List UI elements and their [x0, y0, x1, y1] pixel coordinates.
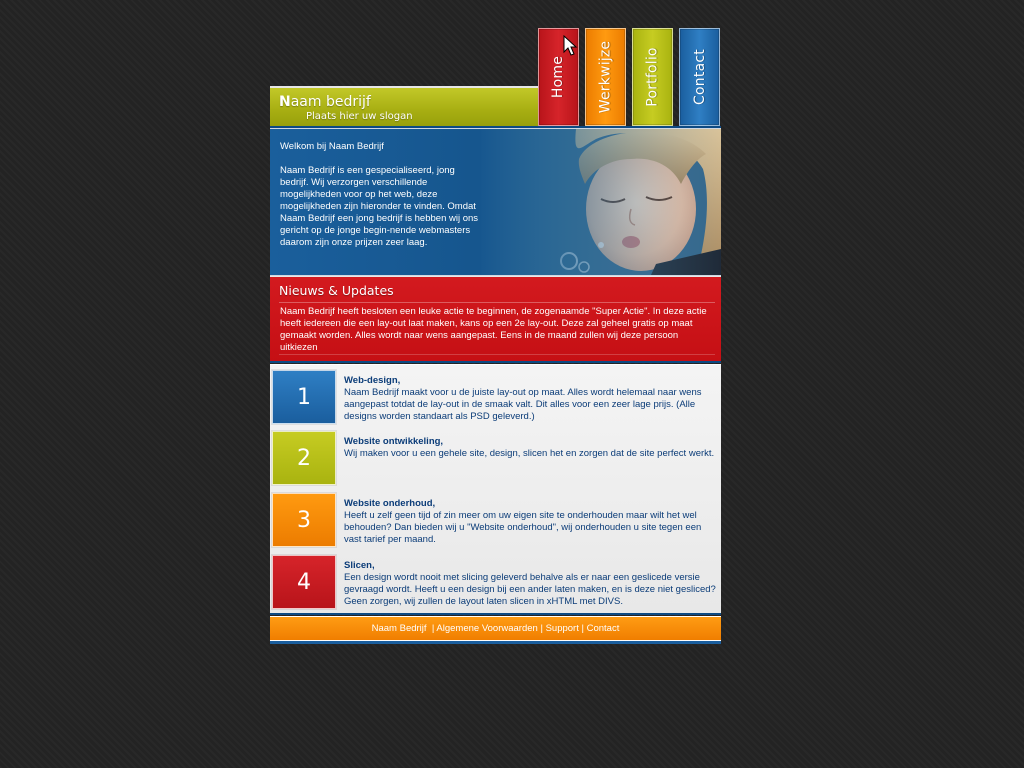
footer-link-contact[interactable]: Contact — [586, 623, 620, 634]
news-divider-bottom — [279, 354, 715, 355]
service-title: Website ontwikkeling, — [344, 436, 444, 447]
service-title: Slicen, — [344, 560, 375, 571]
nav-tab-portfolio[interactable] — [632, 28, 673, 126]
service-item-website-ontwikkeling — [270, 428, 721, 486]
nav-tab-werkwijze[interactable] — [585, 28, 626, 126]
site-container — [270, 28, 721, 644]
footer-link-naam-bedrijf[interactable]: Naam Bedrijf — [371, 623, 427, 634]
logo-name: aam bedrijf — [290, 94, 371, 110]
service-number-badge: 1 — [272, 370, 336, 424]
slogan: Plaats hier uw slogan — [306, 111, 413, 122]
footer-link-algemene-voorwaarden[interactable]: Algemene Voorwaarden — [436, 623, 538, 634]
intro-body: Naam Bedrijf is een gespecialiseerd, jong bedrijf. Wij verzorgen verschillende mogelijkheden voor op het web, deze mogelijkheden zijn hieronder te vinden. Omdat Naam Bedrijf een jong bedrijf is hebben wij ons gericht op de jonge begin-nende webmasters daarom zijn onze prijzen zeer laag. — [280, 165, 479, 248]
footer-separator: | — [431, 623, 435, 634]
footer-separator: | — [581, 623, 584, 634]
nav-tab-contact-label: Contact — [691, 49, 708, 105]
service-text — [344, 436, 720, 460]
service-description: Wij maken voor u een gehele site, design, slicen het en zorgen dat de site perfect werkt. — [344, 448, 715, 459]
service-description: Naam Bedrijf maakt voor u de juiste lay-out op maat. Alles wordt helemaal naar wens aangepast totdat de lay-out in de smaak valt. Dit alles voor een zeer lage prijs. (Alle designs worden standaart als PSD geleverd.) — [344, 387, 702, 422]
news-section — [270, 276, 721, 362]
footer-separator: | — [540, 623, 543, 634]
news-divider — [279, 302, 715, 303]
nav-tab-werkwijze-label: Werkwijze — [597, 40, 614, 114]
divider — [270, 361, 721, 363]
logo-initial: N — [279, 94, 291, 110]
intro-title: Welkom bij Naam Bedrijf — [280, 141, 384, 152]
nav-tab-contact[interactable] — [679, 28, 720, 126]
service-title: Website onderhoud, — [344, 498, 436, 509]
service-number-badge: 2 — [272, 431, 336, 485]
news-body: Naam Bedrijf heeft besloten een leuke actie te beginnen, de zogenaamde "Super Actie". In deze actie heeft iedereen die een lay-out laat maken, kans op een 2e lay-out. Deze zal geheel gratis op maat gemaakt worden. Alles wordt naar wens aangepast. Eens in de maand zullen wij deze persoon uitkiezen — [280, 306, 707, 353]
hero-photo-child — [481, 129, 721, 275]
service-number-badge: 4 — [272, 555, 336, 609]
service-description: Een design wordt nooit met slicing geleverd behalve als er naar een geslicede versie gevraagd wordt. Heeft u een design bij een ander laten maken, en is deze niet gesliced? Geen zorgen, wij zullen de layout laten slicen in xHTML met DIVS. — [344, 572, 716, 607]
divider — [270, 613, 721, 615]
service-text — [344, 498, 720, 546]
footer-bottom-line — [270, 641, 721, 644]
mouse-pointer-icon — [563, 35, 579, 57]
nav-tab-home-label: Home — [550, 55, 567, 99]
service-description: Heeft u zelf geen tijd of zin meer om uw eigen site te onderhouden maar wilt het wel behouden? Dan bieden wij u "Website onderhoud", wij onderhouden u site tegen een vast tarief per maand. — [344, 510, 702, 545]
service-item-website-onderhoud — [270, 490, 721, 548]
header-logo-bar — [270, 86, 538, 126]
service-number-badge: 3 — [272, 493, 336, 547]
service-text — [344, 560, 720, 608]
intro-section — [270, 128, 721, 276]
news-title: Nieuws & Updates — [279, 283, 394, 298]
services-section — [270, 364, 721, 614]
service-text — [344, 375, 720, 423]
service-item-slicen — [270, 552, 721, 610]
footer-links — [270, 616, 721, 641]
service-title: Web-design, — [344, 375, 401, 386]
footer-link-support[interactable]: Support — [545, 623, 579, 634]
service-item-web-design — [270, 367, 721, 425]
intro-text — [280, 141, 485, 249]
company-logo[interactable] — [279, 94, 371, 110]
nav-tab-portfolio-label: Portfolio — [644, 47, 661, 107]
